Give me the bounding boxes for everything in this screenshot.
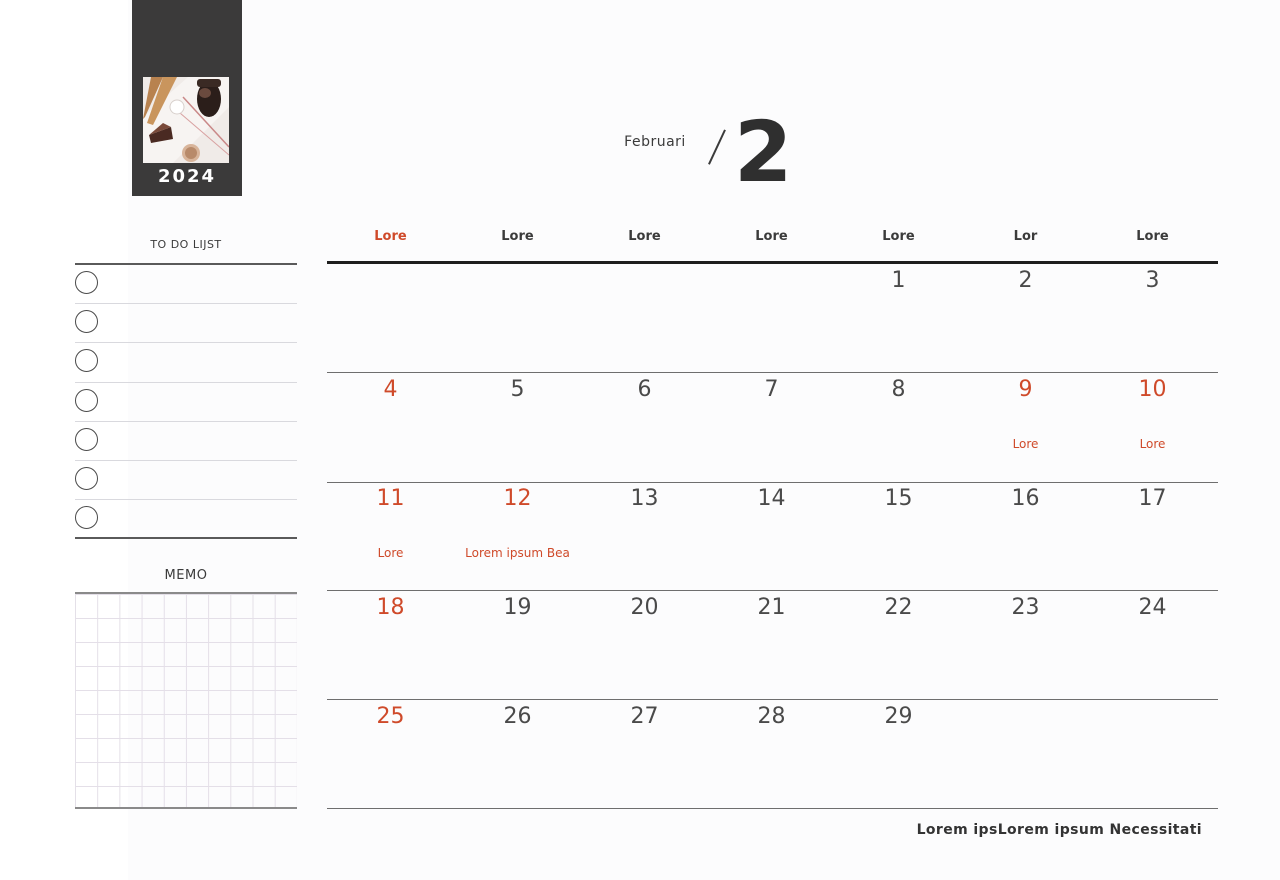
day-cell-number[interactable]: 2: [1018, 268, 1033, 293]
day-cell-number[interactable]: 8: [891, 377, 906, 402]
day-cell-number[interactable]: 22: [884, 595, 913, 620]
day-cell-number[interactable]: 9: [1018, 377, 1033, 402]
day-note: Lore: [1139, 437, 1166, 451]
todo-item: [75, 383, 297, 422]
weekday-header-6: Lor: [1013, 229, 1038, 244]
calendar-header-rule: [327, 261, 1218, 264]
coffee-and-cake-photo: [143, 77, 229, 163]
day-cell-number[interactable]: 29: [884, 704, 913, 729]
todo-item: [75, 343, 297, 382]
day-cell-number[interactable]: 15: [884, 486, 913, 511]
todo-item: [75, 500, 297, 539]
day-note: Lorem ipsum Bea: [465, 546, 570, 560]
day-cell-number[interactable]: 7: [764, 377, 779, 402]
cover-year: 2024: [157, 166, 217, 187]
day-cell-number[interactable]: 14: [757, 486, 786, 511]
month-number: 2: [734, 103, 793, 201]
week-divider: [327, 699, 1218, 700]
day-cell-number[interactable]: 16: [1011, 486, 1040, 511]
weekday-header-5: Lore: [882, 229, 915, 244]
weekday-header-3: Lore: [628, 229, 661, 244]
todo-list: [75, 265, 297, 539]
todo-checkbox[interactable]: [75, 389, 98, 412]
day-cell-number[interactable]: 12: [503, 486, 532, 511]
todo-item: [75, 265, 297, 304]
footer-text: Lorem ipsLorem ipsum Necessitati: [916, 822, 1202, 838]
todo-checkbox[interactable]: [75, 310, 98, 333]
day-cell-number[interactable]: 6: [637, 377, 652, 402]
day-cell-number[interactable]: 4: [383, 377, 398, 402]
day-cell-number[interactable]: 19: [503, 595, 532, 620]
day-cell-number[interactable]: 26: [503, 704, 532, 729]
todo-title: TO DO LIJST: [150, 238, 222, 251]
week-divider: [327, 590, 1218, 591]
day-cell-number[interactable]: 24: [1138, 595, 1167, 620]
day-cell-number[interactable]: 25: [376, 704, 405, 729]
weekday-header-2: Lore: [501, 229, 534, 244]
cover-tab: [132, 0, 242, 196]
todo-item: [75, 304, 297, 343]
day-cell-number[interactable]: 23: [1011, 595, 1040, 620]
todo-item: [75, 422, 297, 461]
day-cell-number[interactable]: 20: [630, 595, 659, 620]
memo-grid[interactable]: [75, 592, 297, 809]
day-cell-number[interactable]: 17: [1138, 486, 1167, 511]
todo-checkbox[interactable]: [75, 467, 98, 490]
month-name: Februari: [624, 134, 686, 150]
todo-checkbox[interactable]: [75, 349, 98, 372]
day-cell-number[interactable]: 10: [1138, 377, 1167, 402]
day-cell-number[interactable]: 5: [510, 377, 525, 402]
day-cell-number[interactable]: 27: [630, 704, 659, 729]
memo-title: MEMO: [164, 568, 208, 583]
day-cell-number[interactable]: 21: [757, 595, 786, 620]
todo-checkbox[interactable]: [75, 506, 98, 529]
weekday-header-1: Lore: [374, 229, 407, 244]
day-cell-number[interactable]: 3: [1145, 268, 1160, 293]
week-divider: [327, 372, 1218, 373]
day-cell-number[interactable]: 13: [630, 486, 659, 511]
day-cell-number[interactable]: 28: [757, 704, 786, 729]
todo-checkbox[interactable]: [75, 428, 98, 451]
day-note: Lore: [1012, 437, 1039, 451]
weekday-header-4: Lore: [755, 229, 788, 244]
day-cell-number[interactable]: 11: [376, 486, 405, 511]
weekday-header-7: Lore: [1136, 229, 1169, 244]
day-cell-number[interactable]: 18: [376, 595, 405, 620]
coffee-photo-illustration: [143, 77, 229, 163]
day-note: Lore: [377, 546, 404, 560]
week-divider: [327, 482, 1218, 483]
todo-item: [75, 461, 297, 500]
todo-checkbox[interactable]: [75, 271, 98, 294]
day-cell-number[interactable]: 1: [891, 268, 906, 293]
week-divider: [327, 808, 1218, 809]
